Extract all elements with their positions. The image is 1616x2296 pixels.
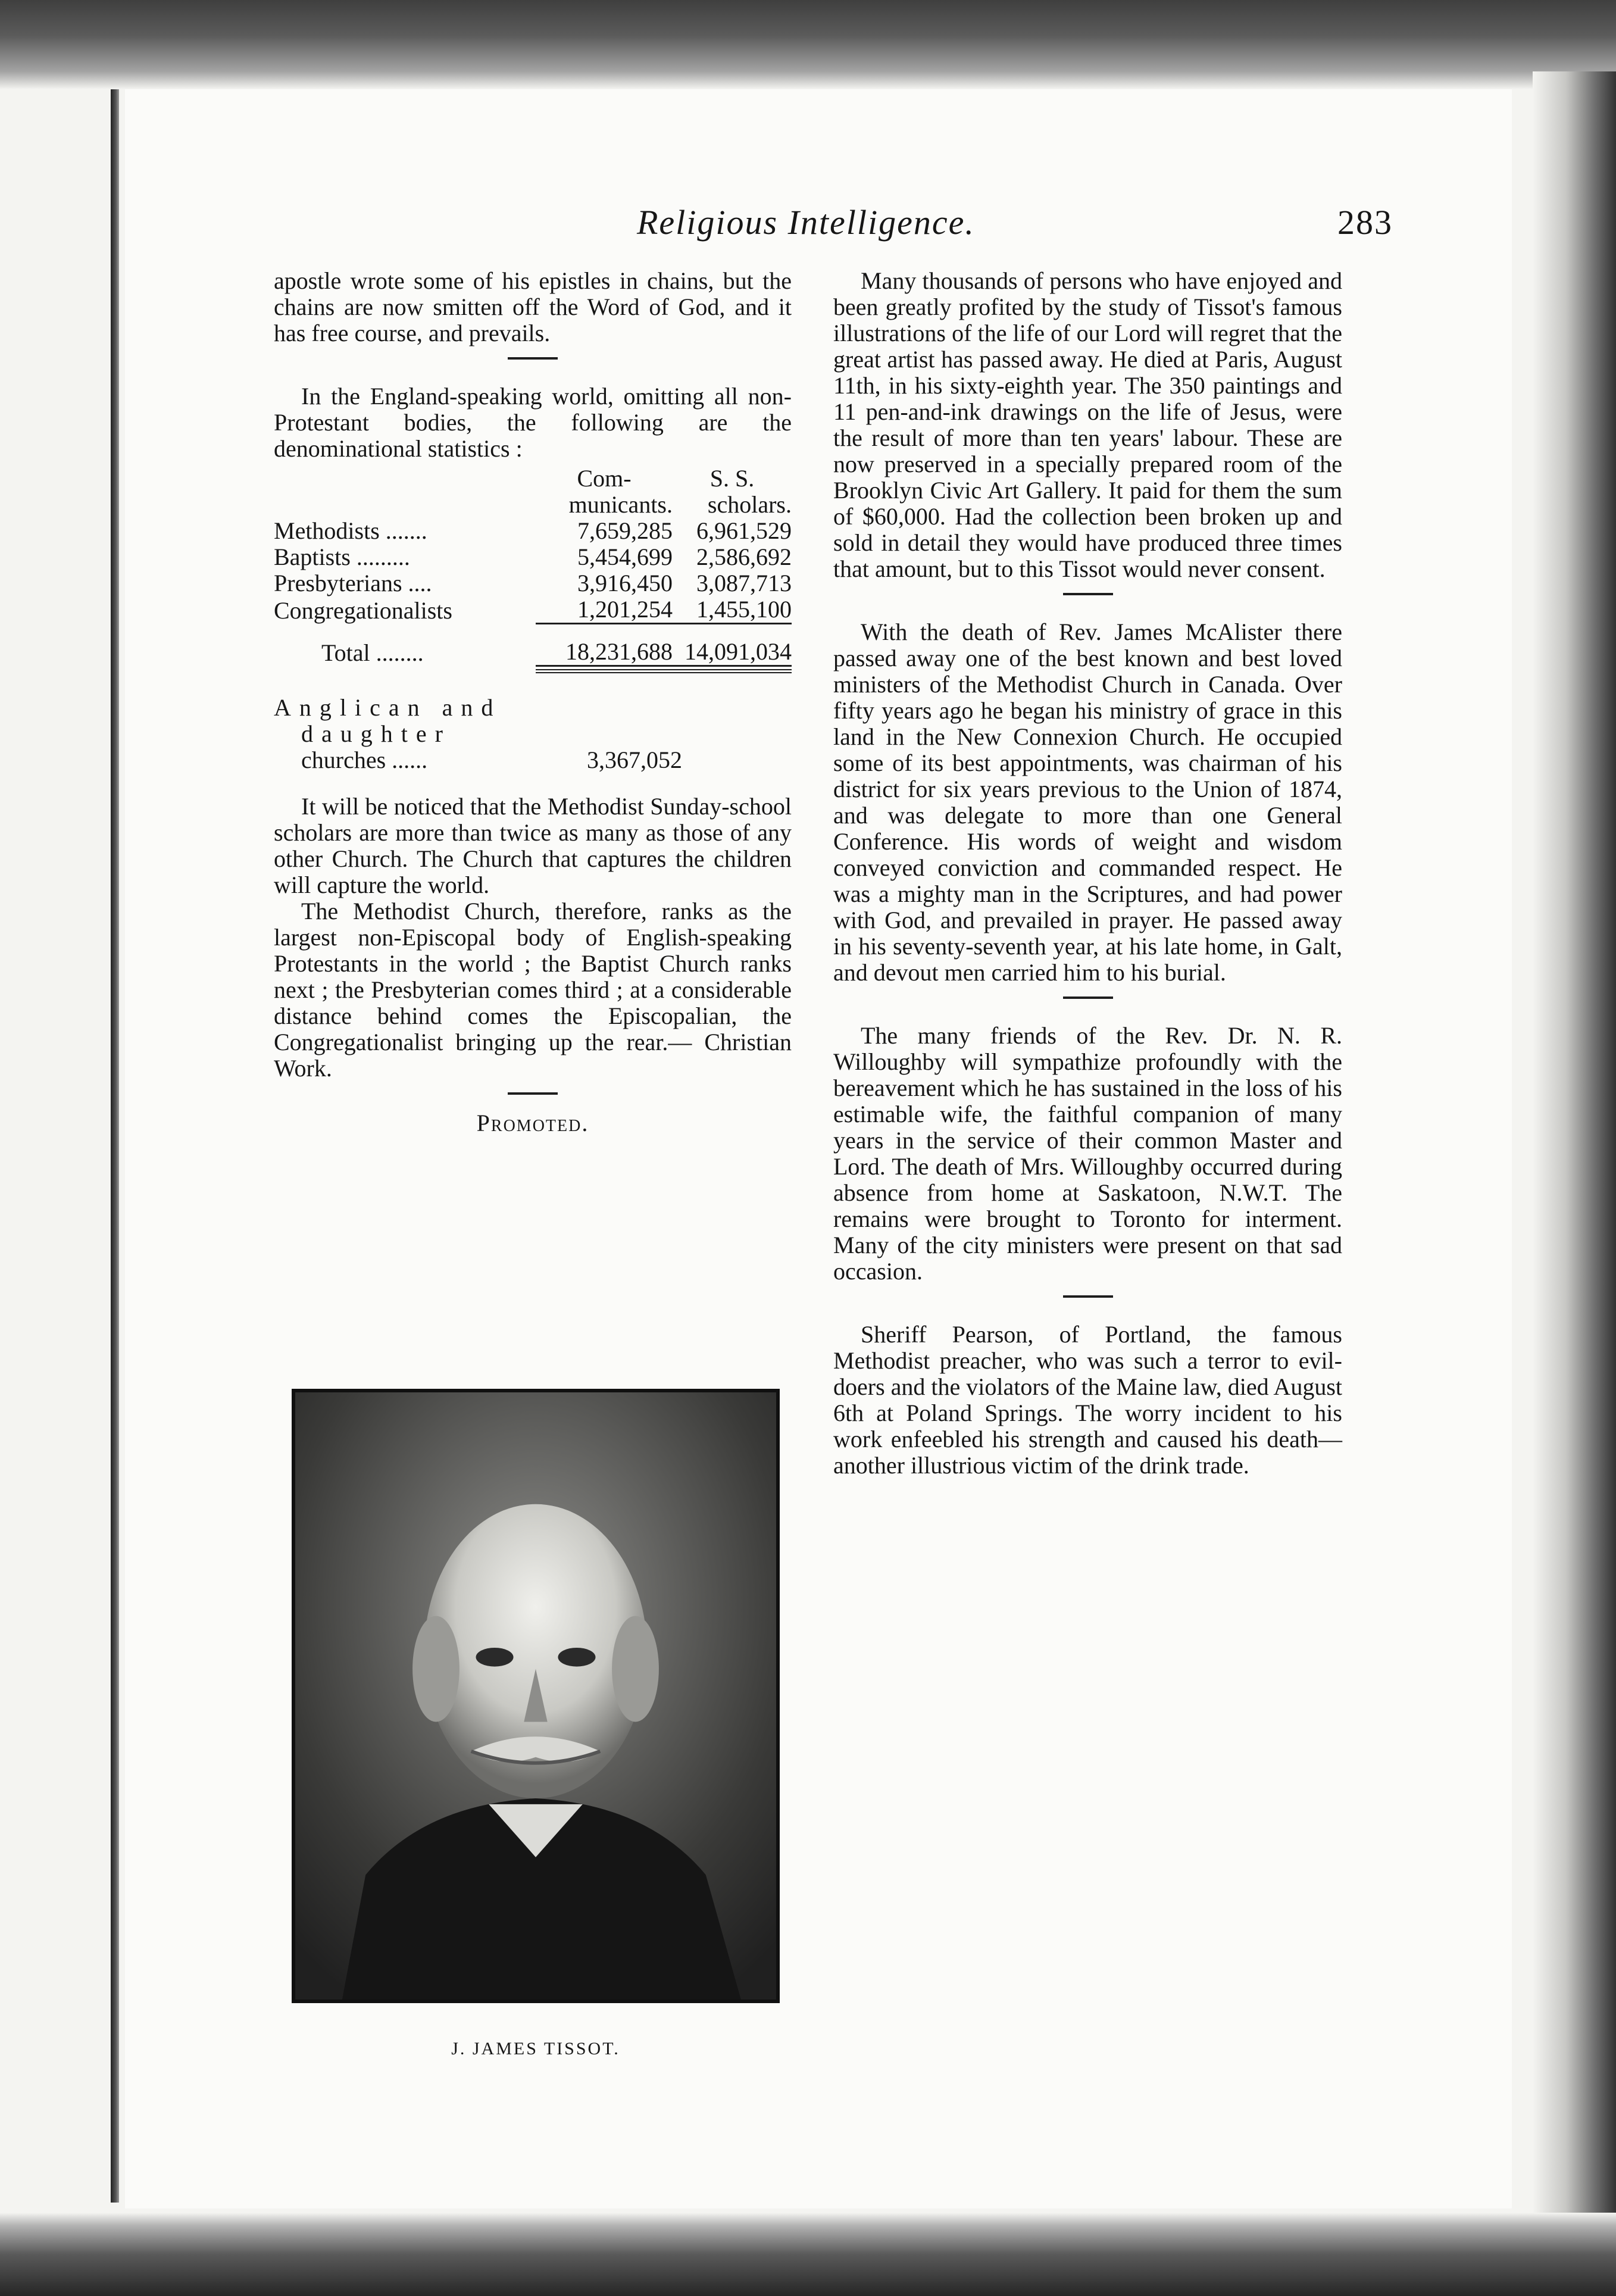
total-underline xyxy=(274,666,792,671)
paragraph: The Methodist Church, therefore, ranks as the largest non-Episcopal body of English-speaking Protestants in the world ; the Baptist Church ranks next ; the Presbyterian comes third ; at a considerable distance behind comes the Episcopalian, the Congregationalist bringing up the rear.— Christian Work. xyxy=(274,898,792,1082)
anglican-label-line1: Anglican and xyxy=(274,694,502,721)
table-total-row xyxy=(274,624,792,666)
table-row xyxy=(274,544,792,570)
left-column xyxy=(274,268,792,1136)
table-row xyxy=(274,596,792,624)
paragraph: In the England-speaking world, omitting all non-Protestant bodies, the following are the denominational statistics : xyxy=(274,383,792,462)
total-communicants: 18,231,688 xyxy=(565,638,673,665)
total-scholars: 14,091,034 xyxy=(684,638,792,665)
table-header-row xyxy=(274,492,792,518)
binding-edge xyxy=(111,89,119,2203)
column-header-scholars: S. S. xyxy=(709,465,755,492)
scholars-value: 3,087,713 xyxy=(696,570,792,596)
communicants-value: 1,201,254 xyxy=(536,596,673,624)
table-row xyxy=(274,518,792,544)
paragraph: apostle wrote some of his epistles in chains, but the chains are now smitten off the Word of God, and it has free course, and prevails. xyxy=(274,267,792,346)
column-header-communicants: Com- xyxy=(577,465,632,492)
total-label: Total ........ xyxy=(321,639,424,666)
scan-border-bottom xyxy=(0,2213,1616,2296)
scholars-value: 2,586,692 xyxy=(696,543,792,570)
denomination-label: Methodists ....... xyxy=(274,517,427,544)
section-separator xyxy=(508,357,558,360)
table-header-row xyxy=(274,466,792,492)
denomination-label: Baptists ......... xyxy=(274,543,410,570)
scan-border-right xyxy=(1533,71,1616,2226)
table-row xyxy=(274,570,792,596)
anglican-label-line2: daughter xyxy=(301,720,451,747)
running-title: Religious Intelligence. xyxy=(637,203,975,242)
scholars-value: 1,455,100 xyxy=(673,596,792,624)
portrait-photo xyxy=(292,1389,780,2003)
communicants-value: 3,916,450 xyxy=(577,570,673,596)
paragraph: The many friends of the Rev. Dr. N. R. Willoughby will sympathize profoundly with the bereavement which he has sustained in the loss of his estimable wife, the faithful companion of many years in the service of their common Master and Lord. The death of Mrs. Willoughby occurred during absence from home at Saskatoon, N.W.T. The remains were brought to Toronto for interment. Many of the city ministers were present on that sad occasion. xyxy=(833,1022,1342,1285)
portrait-illustration xyxy=(295,1392,776,2000)
section-heading-promoted: Promoted. xyxy=(476,1110,589,1136)
paragraph: It will be noticed that the Methodist Sunday-school scholars are more than twice as many as those of any other Church. The Church that captures the children will capture the world. xyxy=(274,793,792,898)
portrait-caption: J. JAMES TISSOT. xyxy=(451,2039,620,2058)
denomination-statistics-table xyxy=(274,466,792,673)
communicants-value: 7,659,285 xyxy=(577,517,673,544)
paragraph: With the death of Rev. James McAlister there passed away one of the best known and best loved ministers of the Methodist Church in Canada. Over fifty years ago he began his ministry of grace in this land in the New Connexion Church. He occupied some of its best appointments, was chairman of his district for six years previous to the Union of 1874, and was delegate to more than one General Conference. His words of weight and wisdom conveyed conviction and commanded respect. He was a mighty man in the Scriptures, and had power with God, and prevailed in prayer. He passed away in his seventy-seventh year, at his late home, in Galt, and devout men carried him to his burial. xyxy=(833,618,1342,986)
paragraph: Sheriff Pearson, of Portland, the famous Methodist preacher, who was such a terror to evil-doers and the violators of the Maine law, died August 6th at Poland Springs. The worry incident to his work enfeebled his strength and caused his death— another illustrious victim of the drink trade. xyxy=(833,1321,1342,1479)
right-column xyxy=(833,268,1342,1479)
section-separator xyxy=(1063,997,1113,999)
scholars-value: 6,961,529 xyxy=(696,517,792,544)
section-separator xyxy=(508,1092,558,1095)
section-separator xyxy=(1063,593,1113,595)
anglican-entry xyxy=(274,695,792,773)
communicants-value: 5,454,699 xyxy=(577,543,673,570)
anglican-value: 3,367,052 xyxy=(587,746,682,773)
section-separator xyxy=(1063,1295,1113,1298)
anglican-row xyxy=(274,747,682,773)
page-header xyxy=(274,202,1393,250)
scan-border-top xyxy=(0,0,1616,89)
column-header-scholars-2: scholars. xyxy=(707,491,792,518)
anglican-label: churches ...... xyxy=(301,746,428,773)
denomination-label: Presbyterians .... xyxy=(274,570,432,596)
page-number: 283 xyxy=(1337,203,1393,242)
denomination-label: Congregationalists xyxy=(274,596,452,624)
paragraph: Many thousands of persons who have enjoyed and been greatly profited by the study of Tissot's famous illustrations of the life of our Lord will regret that the great artist has passed away. He died at Paris, August 11th, in his sixty-eighth year. The 350 paintings and 11 pen-and-ink drawings on the life of Jesus, were the result of more than ten years' labour. These are now preserved in a specially prepared room of the Brooklyn Civic Art Gallery. It paid for them the sum of $60,000. Had the collection been broken up and sold in detail they would have produced three times that amount, but to this Tissot would never consent. xyxy=(833,267,1342,582)
column-header-communicants-2: municants. xyxy=(568,491,673,518)
